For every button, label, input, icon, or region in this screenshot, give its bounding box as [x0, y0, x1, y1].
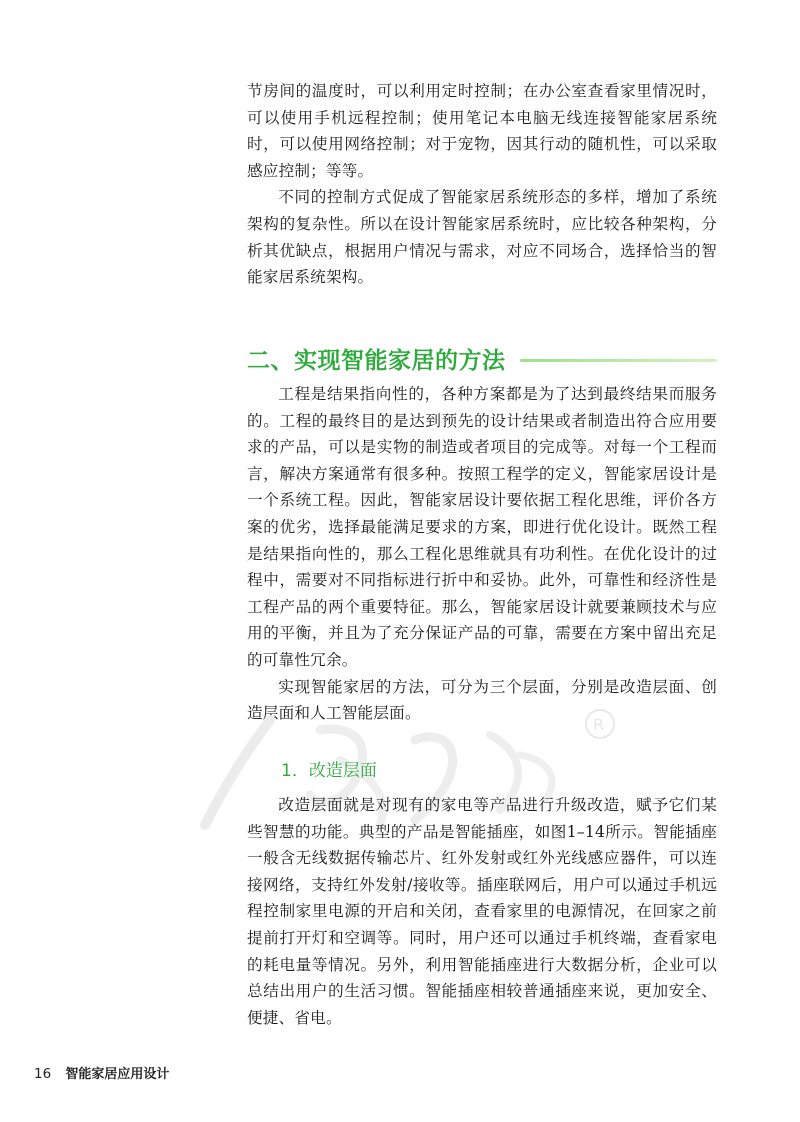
section-title: 二、实现智能家居的方法 [247, 347, 506, 374]
subsection-paragraph-1: 改造层面就是对现有的家电等产品进行升级改造，赋予它们某些智慧的功能。典型的产品是智能插座，如图1–14所示。智能插座一般含无线数据传输芯片、红外发射或红外光线感应器件，可以连接网络，支持红外发射/接收等。插座联网后，用户可以通过手机远程控制家里电源的开启和关闭，查看家里的电源情况，在回家之前提前打开灯和空调等。同时，用户还可以通过手机终端，查看家电的耗电量等情况。另外，利用智能插座进行大数据分析，企业可以总结出用户的生活习惯。智能插座相较普通插座来说，更加安全、便捷、省电。 [247, 796, 717, 1027]
intro-block [247, 78, 717, 291]
book-title: 智能家居应用设计 [65, 1067, 170, 1082]
subsection-body [247, 792, 717, 1031]
page-footer [34, 1063, 169, 1082]
section-body [247, 381, 717, 727]
section-heading [247, 340, 717, 376]
section-divider [520, 359, 718, 362]
subsection-title: 1．改造层面 [281, 761, 377, 781]
intro-paragraph-2: 不同的控制方式促成了智能家居系统形态的多样，增加了系统架构的复杂性。所以在设计智能家居系统时，应比较各种架构，分析其优缺点，根据用户情况与需求，对应不同场合，选择恰当的智能家居系统架构。 [247, 188, 717, 287]
page-number: 16 [34, 1066, 52, 1082]
svg-text:R: R [593, 715, 605, 734]
intro-paragraph-1: 节房间的温度时，可以利用定时控制；在办公室查看家里情况时，可以使用手机远程控制；使用笔记本电脑无线连接智能家居系统时，可以使用网络控制；对于宠物，因其行动的随机性，可以采取感应控制；等等。 [247, 82, 717, 180]
section-paragraph-1: 工程是结果指向性的，各种方案都是为了达到最终结果而服务的。工程的最终目的是达到预先的设计结果或者制造出符合应用要求的产品，可以是实物的制造或者项目的完成等。对每一个工程而言，解决方案通常有很多种。按照工程学的定义，智能家居设计是一个系统工程。因此，智能家居设计要依据工程化思维，评价各方案的优劣，选择最能满足要求的方案，即进行优化设计。既然工程是结果指向性的，那么工程化思维就具有功利性。在优化设计的过程中，需要对不同指标进行折中和妥协。此外，可靠性和经济性是工程产品的两个重要特征。那么，智能家居设计就要兼顾技术与应用的平衡，并且为了充分保证产品的可靠，需要在方案中留出充足的可靠性冗余。 [247, 385, 717, 669]
section-paragraph-2: 实现智能家居的方法，可分为三个层面，分别是改造层面、创造层面和人工智能层面。 [247, 677, 717, 723]
